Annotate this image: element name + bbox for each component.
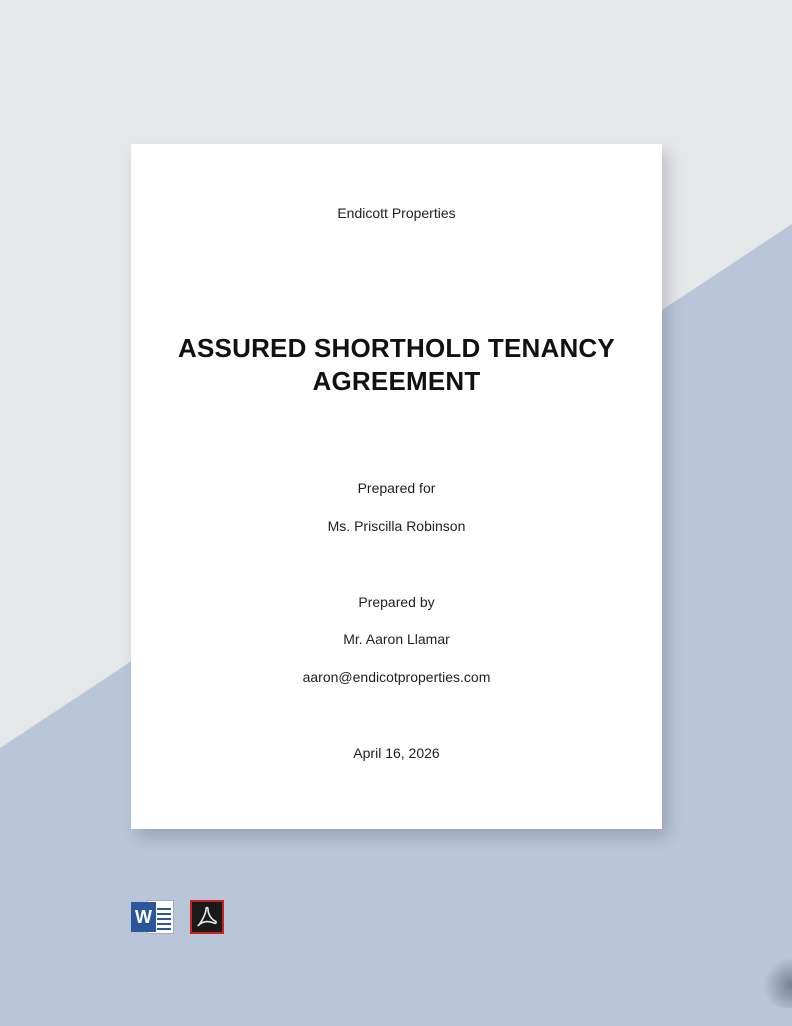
pdf-badge — [190, 900, 224, 934]
client-name: Ms. Priscilla Robinson — [327, 518, 466, 534]
document-title — [131, 332, 662, 398]
author-email: aaron@endicotproperties.com — [302, 669, 491, 685]
word-icon[interactable] — [131, 899, 175, 935]
file-format-icons — [131, 899, 232, 935]
prepared-by-label: Prepared by — [358, 594, 435, 610]
author-name: Mr. Aaron Llamar — [343, 631, 450, 647]
title-line-2: AGREEMENT — [312, 366, 481, 396]
company-name: Endicott Properties — [337, 205, 456, 221]
pdf-icon[interactable] — [188, 899, 232, 935]
title-line-1: ASSURED SHORTHOLD TENANCY — [178, 333, 615, 363]
document-date: April 16, 2026 — [353, 745, 440, 761]
word-badge: W — [131, 902, 156, 932]
acrobat-symbol-icon — [196, 906, 218, 928]
prepared-for-label: Prepared for — [357, 480, 436, 496]
document-cover-page — [131, 144, 662, 829]
